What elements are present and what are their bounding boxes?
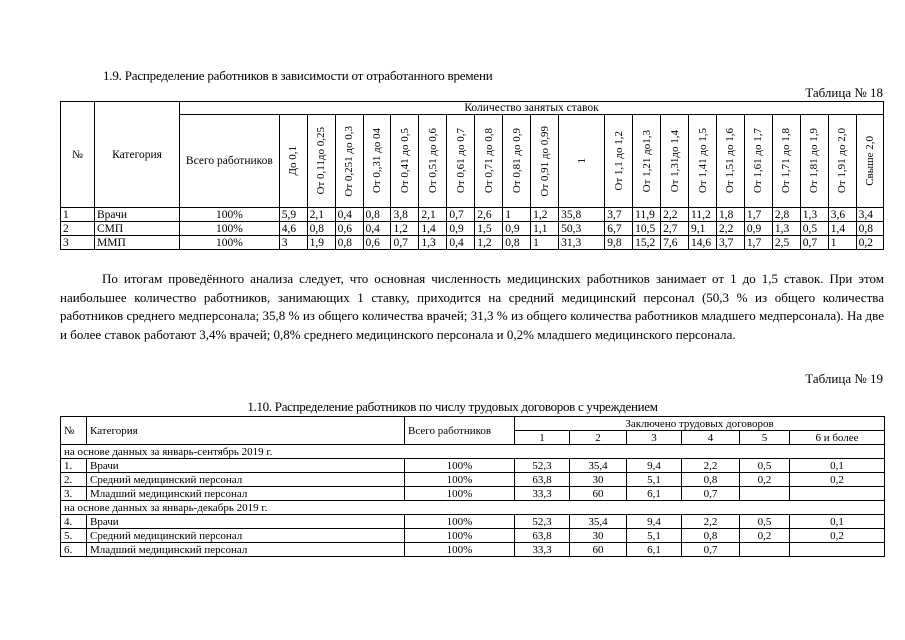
cell-value: 35,4 [570,459,627,473]
header-rate-label: От 0,81 до 0,9 [510,128,523,194]
cell-value: 11,9 [633,208,661,222]
header-rate-label: От 0,11до 0,25 [315,127,328,195]
cell-value: 35,4 [570,515,627,529]
cell-category: Врачи [95,208,180,222]
cell-value: 0,2 [790,529,885,543]
cell-value: 0,8 [307,222,335,236]
header-rate-col [279,115,307,208]
cell-value: 0,8 [335,236,363,250]
cell-value: 33,3 [515,543,570,557]
cell-value: 2,7 [661,222,689,236]
cell-value: 1,4 [828,222,856,236]
cell-total: 100% [405,543,515,557]
cell-value: 35,8 [559,208,605,222]
header-rate-label: От 1,51 до 1,6 [724,128,737,194]
header-contract-count: 5 [740,431,790,445]
cell-value: 2,8 [772,208,800,222]
header-rate-col [419,115,447,208]
cell-value: 6,7 [605,222,633,236]
cell-value: 2,2 [682,515,740,529]
cell-value: 15,2 [633,236,661,250]
cell-value: 0,2 [856,236,883,250]
cell-value: 0,7 [391,236,419,250]
header-rate-col [716,115,744,208]
header-rate-col [661,115,689,208]
cell-value [740,543,790,557]
cell-value: 3,7 [605,208,633,222]
cell-no: 2 [61,222,95,236]
cell-value: 52,3 [515,459,570,473]
cell-value: 1,3 [419,236,447,250]
cell-value: 3 [279,236,307,250]
table-row [61,487,885,501]
section-title-1-9: 1.9. Распределение работников в зависимости от отработанного времени [103,68,493,83]
cell-value: 33,3 [515,487,570,501]
cell-value: 0,7 [447,208,475,222]
cell-value: 11,2 [689,208,717,222]
cell-value: 0,2 [740,473,790,487]
cell-value: 0,9 [447,222,475,236]
cell-value: 1 [531,236,559,250]
cell-value: 0,7 [682,487,740,501]
cell-value: 50,3 [559,222,605,236]
cell-category: ММП [95,236,180,250]
table-row [61,208,884,222]
cell-value: 0,5 [800,222,828,236]
cell-value: 3,6 [828,208,856,222]
cell-value: 0,5 [740,459,790,473]
header-rate-label: От 1,91 до 2,0 [836,128,849,194]
cell-value: 63,8 [515,473,570,487]
cell-no: 2. [61,473,87,487]
header-rate-col [447,115,475,208]
cell-total: 100% [180,208,280,222]
cell-category: Средний медицинский персонал [87,473,405,487]
cell-value: 1 [503,208,531,222]
cell-value: 63,8 [515,529,570,543]
cell-no: 1 [61,208,95,222]
header-contract-count: 3 [627,431,682,445]
header-rate-col [531,115,559,208]
cell-total: 100% [180,222,280,236]
cell-total: 100% [405,459,515,473]
cell-total: 100% [405,515,515,529]
table-row [61,515,885,529]
table-row [61,473,885,487]
header-rate-label: От 0,91 до 0,99 [538,125,551,197]
cell-value: 6,1 [627,543,682,557]
header-rate-col [828,115,856,208]
cell-no: 3. [61,487,87,501]
header-rate-col [800,115,828,208]
header-rate-col [503,115,531,208]
cell-value: 1,1 [531,222,559,236]
header-contract-count: 1 [515,431,570,445]
cell-value: 0,1 [790,515,885,529]
cell-value: 2,6 [475,208,503,222]
table-row [61,459,885,473]
header-rate-label: От 0,,31 до 04 [370,128,383,194]
cell-total: 100% [405,473,515,487]
group-label: на основе данных за январь-сентябрь 2019 г. [61,445,885,459]
cell-value: 9,4 [627,515,682,529]
cell-value: 0,8 [682,473,740,487]
cell-value: 6,1 [627,487,682,501]
cell-category: Врачи [87,515,405,529]
cell-value: 3,4 [856,208,883,222]
analysis-paragraph: По итогам проведённого анализа следует, что основная численность медицинских работников занимает от 1 до 1,5 ставок. При этом наибольшее количество работников, занимающих 1 ставку, приходится на средний медицинский персонал (50,3 % из общего количества работников среднего медперсонала; 35,8 % из общего количества врачей; 31,3 % из общего количества работников младшего медперсонала). На две и более ставок работают 3,4% врачей; 0,8% среднего медицинского персонала и 0,2% младшего медицинского персонала. [60,271,884,342]
cell-value: 0,2 [740,529,790,543]
header-rate-col [335,115,363,208]
cell-value: 0,1 [790,459,885,473]
cell-no: 3 [61,236,95,250]
header-contract-count: 6 и более [790,431,885,445]
header-rate-col [856,115,883,208]
header-rates-group: Количество занятых ставок [180,102,884,115]
cell-value: 31,3 [559,236,605,250]
header-category: Категория [87,417,405,445]
cell-value: 2,5 [772,236,800,250]
cell-total: 100% [405,529,515,543]
cell-value: 0,4 [363,222,391,236]
cell-category: Младший медицинский персонал [87,543,405,557]
header-rate-label: От 1,41 до 1,5 [696,128,709,194]
header-contract-count: 4 [682,431,740,445]
table-row [61,543,885,557]
cell-value: 0,7 [800,236,828,250]
header-rate-label: Свыше 2,0 [863,136,876,186]
cell-category: СМП [95,222,180,236]
header-rate-col [744,115,772,208]
cell-value: 5,1 [627,529,682,543]
header-no: № [61,417,87,445]
header-rate-col [391,115,419,208]
cell-total: 100% [180,236,280,250]
cell-value: 1,9 [307,236,335,250]
group-row [61,501,885,515]
cell-value: 4,6 [279,222,307,236]
header-total: Всего работников [405,417,515,445]
header-rate-col [772,115,800,208]
header-rate-label: От 1,1 до 1,2 [612,131,625,191]
cell-total: 100% [405,487,515,501]
cell-value: 0,5 [740,515,790,529]
cell-value: 0,8 [856,222,883,236]
table-19 [60,416,885,557]
header-contract-count: 2 [570,431,627,445]
cell-value: 1,3 [800,208,828,222]
cell-value: 1,4 [419,222,447,236]
cell-value: 5,1 [627,473,682,487]
table-19-label: Таблица № 19 [805,371,883,386]
cell-value: 2,1 [307,208,335,222]
cell-value: 0,7 [682,543,740,557]
cell-value: 1,7 [744,236,772,250]
cell-value: 0,9 [744,222,772,236]
cell-no: 5. [61,529,87,543]
table-row [61,236,884,250]
cell-no: 4. [61,515,87,529]
header-rate-col [363,115,391,208]
header-rate-label: От 1,71 до 1,8 [780,128,793,194]
cell-value: 9,1 [689,222,717,236]
header-rate-label: От 0,71 до 0,8 [482,128,495,194]
cell-value: 3,8 [391,208,419,222]
cell-value: 2,2 [716,222,744,236]
cell-no: 1. [61,459,87,473]
cell-no: 6. [61,543,87,557]
table-18 [60,101,884,250]
cell-value: 52,3 [515,515,570,529]
cell-value: 1,8 [716,208,744,222]
header-rate-label: До 0,1 [287,146,300,176]
cell-value [740,487,790,501]
cell-value [790,487,885,501]
section-title-1-10: 1.10. Распределение работников по числу трудовых договоров с учреждением [247,399,658,414]
cell-value: 1,7 [744,208,772,222]
header-rate-label: От 0,251 до 0,3 [343,125,356,197]
cell-value: 1 [828,236,856,250]
header-rate-label: От 1,21 до1,3 [640,129,653,193]
cell-category: Младший медицинский персонал [87,487,405,501]
cell-value: 5,9 [279,208,307,222]
cell-value: 60 [570,487,627,501]
cell-value: 1,2 [391,222,419,236]
header-total: Всего работников [180,115,280,208]
cell-value: 7,6 [661,236,689,250]
header-rate-col [689,115,717,208]
header-rate-col [475,115,503,208]
table-row [61,529,885,543]
cell-value: 1,3 [772,222,800,236]
cell-value: 9,4 [627,459,682,473]
cell-value: 0,9 [503,222,531,236]
group-label: на основе данных за январь-декабрь 2019 г. [61,501,885,515]
cell-value: 30 [570,529,627,543]
header-rate-label: От 1,81 до 1,9 [808,128,821,194]
cell-value: 0,4 [335,208,363,222]
cell-value: 2,1 [419,208,447,222]
cell-value: 0,4 [447,236,475,250]
cell-value: 0,8 [503,236,531,250]
cell-value: 0,2 [790,473,885,487]
cell-value: 1,2 [531,208,559,222]
cell-value: 60 [570,543,627,557]
cell-value: 9,8 [605,236,633,250]
header-rate-col [559,115,605,208]
header-rate-col [307,115,335,208]
header-contracts-group: Заключено трудовых договоров [515,417,885,431]
table-18-label: Таблица № 18 [805,85,883,100]
cell-value: 1,5 [475,222,503,236]
header-rate-label: От 0,51 до 0,6 [426,128,439,194]
cell-value: 0,6 [335,222,363,236]
cell-value: 2,2 [661,208,689,222]
header-rate-label: От 0,41 до 0,5 [398,128,411,194]
cell-value: 10,5 [633,222,661,236]
cell-value: 0,6 [363,236,391,250]
cell-value: 3,7 [716,236,744,250]
header-rate-label: 1 [575,158,588,164]
cell-value: 1,2 [475,236,503,250]
cell-category: Средний медицинский персонал [87,529,405,543]
cell-value: 14,6 [689,236,717,250]
header-rate-col [633,115,661,208]
cell-category: Врачи [87,459,405,473]
header-category: Категория [95,102,180,208]
header-rate-label: От 1,61 до 1,7 [752,128,765,194]
cell-value: 2,2 [682,459,740,473]
table-row [61,222,884,236]
header-rate-col [605,115,633,208]
cell-value: 0,8 [363,208,391,222]
cell-value: 30 [570,473,627,487]
cell-value: 0,8 [682,529,740,543]
cell-value [790,543,885,557]
header-rate-label: От 0,61 до 0,7 [454,128,467,194]
header-no: № [61,102,95,208]
group-row [61,445,885,459]
header-rate-label: От 1,31до 1,4 [668,129,681,193]
